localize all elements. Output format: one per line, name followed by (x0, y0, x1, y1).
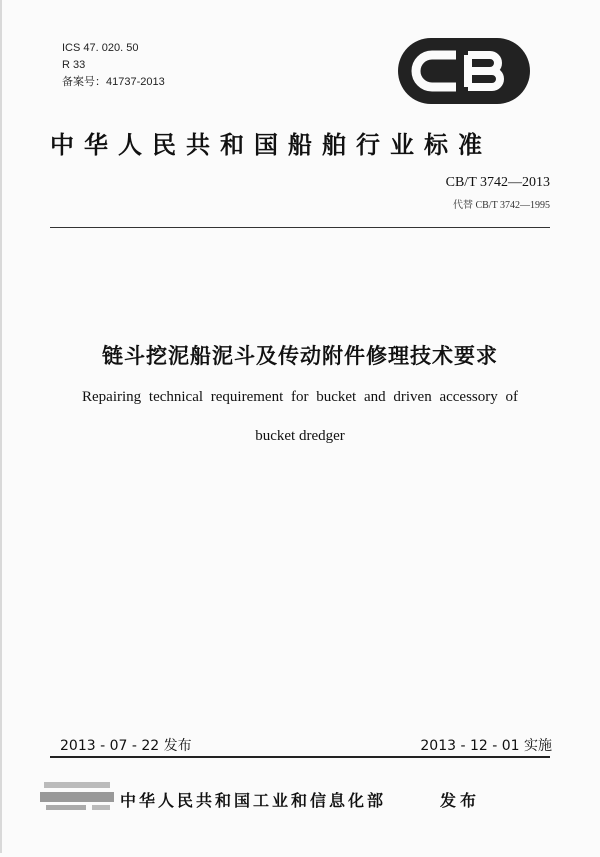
scan-edge-shadow (0, 0, 6, 853)
standard-category-title: 中华人民共和国船舶行业标准 (50, 131, 492, 159)
issue-date: 2013 - 07 - 22 发布 (60, 738, 192, 754)
cb-logo-graphic (398, 38, 530, 104)
filing-number: 备案号：41737-2013 (62, 76, 165, 88)
classification-block (62, 40, 165, 91)
ics-code: ICS 47. 020. 50 (62, 42, 139, 54)
stamp-graphic (40, 778, 114, 818)
footer-divider (50, 756, 550, 758)
class-code: R 33 (62, 59, 86, 71)
standard-number: CB/T 3742—2013 (445, 175, 550, 190)
replaces-standard: 代替 CB/T 3742—1995 (452, 200, 550, 211)
cb-logo (398, 38, 530, 104)
issuing-authority: 中华人民共和国工业和信息化部 (120, 791, 387, 810)
document-title-en-line2: bucket dredger (255, 428, 345, 444)
issuing-action: 发布 (440, 791, 481, 810)
scan-edge-svg (0, 0, 6, 853)
header-divider (50, 227, 550, 228)
library-stamp (40, 778, 114, 818)
document-title-zh: 链斗挖泥船泥斗及传动附件修理技术要求 (102, 344, 498, 368)
document-title-en-line1: Repairing technical requirement for bucket and driven accessory of (82, 389, 518, 405)
implementation-date: 2013 - 12 - 01 实施 (420, 738, 552, 754)
